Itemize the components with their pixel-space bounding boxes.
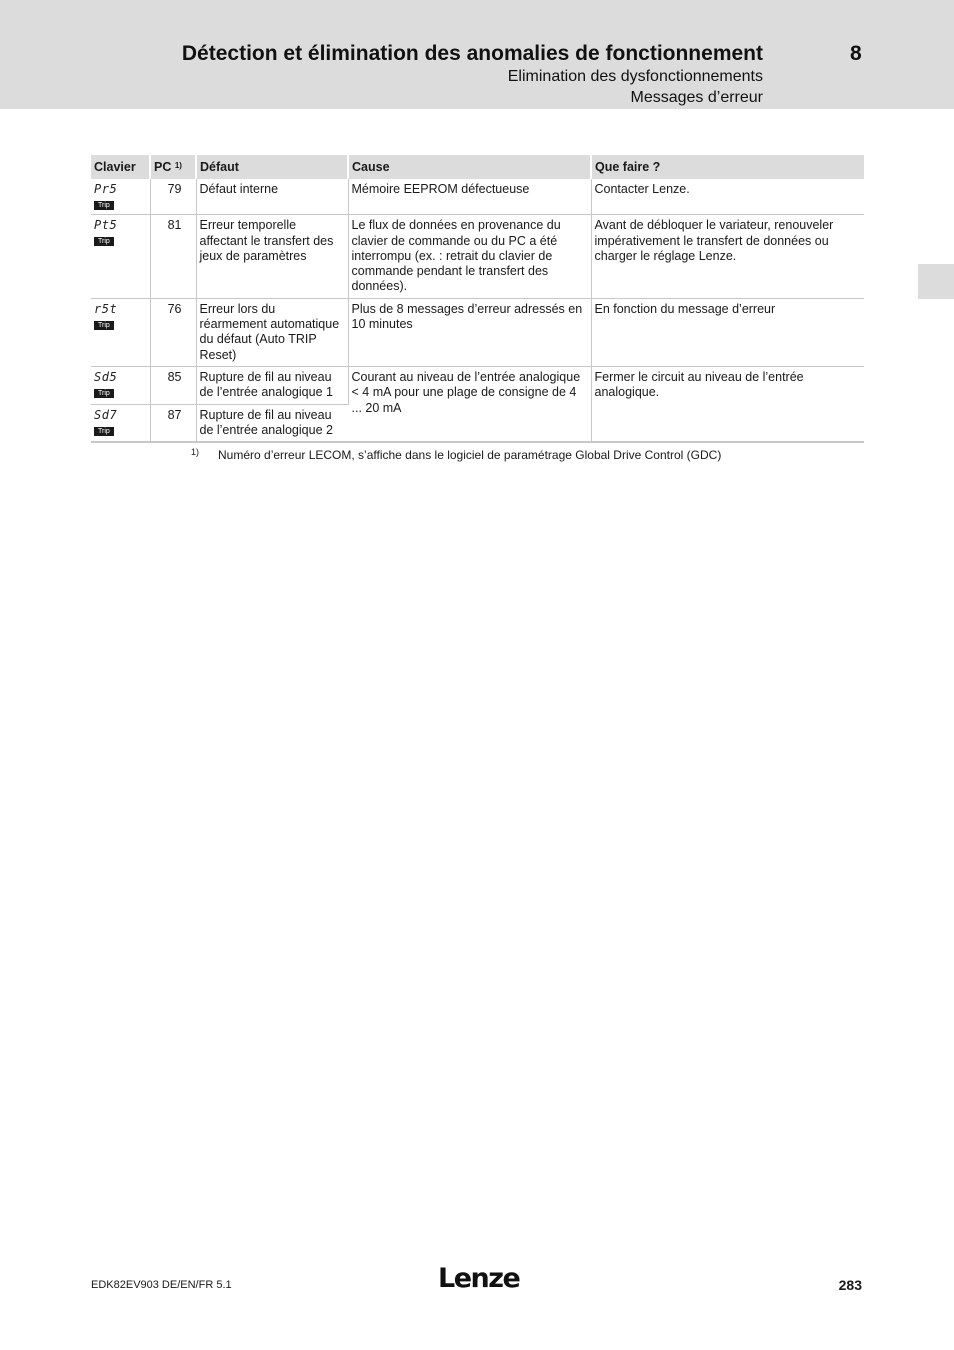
cell-clavier — [91, 298, 150, 366]
table-row — [91, 215, 864, 298]
cell-cause: Courant au niveau de l’entrée analogique < 4 mA pour une plage de consigne de 4 ... 20 mA — [348, 366, 591, 442]
col-header-defaut: Défaut — [196, 155, 348, 179]
page-title: Détection et élimination des anomalies de fonctionnement — [181, 42, 763, 65]
col-header-pc-label: PC — [154, 160, 172, 175]
display-code: Pr5 — [94, 182, 118, 196]
section-title: Elimination des dysfonctionnements — [507, 68, 763, 85]
display-code: r5t — [94, 301, 118, 316]
cell-pc: 81 — [150, 215, 196, 298]
cell-cause: Mémoire EEPROM défectueuse — [348, 179, 591, 215]
cell-clavier — [91, 366, 150, 404]
error-messages-table — [91, 155, 864, 443]
footnote-text: Numéro d’erreur LECOM, s’affiche dans le logiciel de paramétrage Global Drive Control (GDC) — [218, 448, 722, 462]
trip-badge: Trip — [94, 389, 114, 398]
cell-cause: Le flux de données en provenance du clavier de commande ou du PC a été interrompu (ex. : retrait du clavier de commande pendant le transfert des données). — [348, 215, 591, 298]
trip-badge: Trip — [94, 321, 114, 330]
footnote-mark: 1) — [191, 447, 200, 457]
lenze-logo: Lenze — [438, 1263, 520, 1294]
cell-pc: 76 — [150, 298, 196, 366]
chapter-tab-marker — [918, 264, 954, 299]
footnote-ref: 1) — [174, 161, 182, 171]
cell-clavier — [91, 179, 150, 215]
trip-badge: Trip — [94, 201, 114, 210]
cell-pc: 79 — [150, 179, 196, 215]
table-header-row — [91, 155, 864, 179]
chapter-number: 8 — [850, 42, 862, 65]
display-code: Pt5 — [94, 218, 118, 233]
cell-pc: 85 — [150, 366, 196, 404]
cell-defaut: Défaut interne — [196, 179, 348, 215]
cell-action: Avant de débloquer le variateur, renouveler impérativement le transfert de données ou charger le réglage Lenze. — [591, 215, 864, 298]
cell-action: Contacter Lenze. — [591, 179, 864, 215]
col-header-clavier: Clavier — [91, 155, 150, 179]
trip-badge: Trip — [94, 237, 114, 246]
cell-action: Fermer le circuit au niveau de l’entrée analogique. — [591, 366, 864, 442]
document-id: EDK82EV903 DE/EN/FR 5.1 — [91, 1279, 232, 1291]
trip-badge: Trip — [94, 427, 114, 436]
cell-defaut: Erreur temporelle affectant le transfert des jeux de paramètres — [196, 215, 348, 298]
table-row — [91, 366, 864, 404]
cell-clavier — [91, 404, 150, 442]
col-header-action: Que faire ? — [591, 155, 864, 179]
table-row — [91, 179, 864, 215]
subsection-title: Messages d’erreur — [630, 89, 763, 106]
table-row — [91, 298, 864, 366]
cell-defaut: Rupture de fil au niveau de l’entrée analogique 1 — [196, 366, 348, 404]
cell-defaut: Rupture de fil au niveau de l’entrée analogique 2 — [196, 404, 348, 442]
display-code: Sd5 — [94, 369, 118, 384]
cell-pc: 87 — [150, 404, 196, 442]
page-number: 283 — [838, 1277, 862, 1293]
col-header-cause: Cause — [348, 155, 591, 179]
cell-defaut: Erreur lors du réarmement automatique du défaut (Auto TRIP Reset) — [196, 298, 348, 366]
col-header-pc — [150, 155, 196, 179]
cell-clavier — [91, 215, 150, 298]
cell-cause: Plus de 8 messages d’erreur adressés en 10 minutes — [348, 298, 591, 366]
cell-action: En fonction du message d’erreur — [591, 298, 864, 366]
display-code: Sd7 — [94, 407, 118, 422]
